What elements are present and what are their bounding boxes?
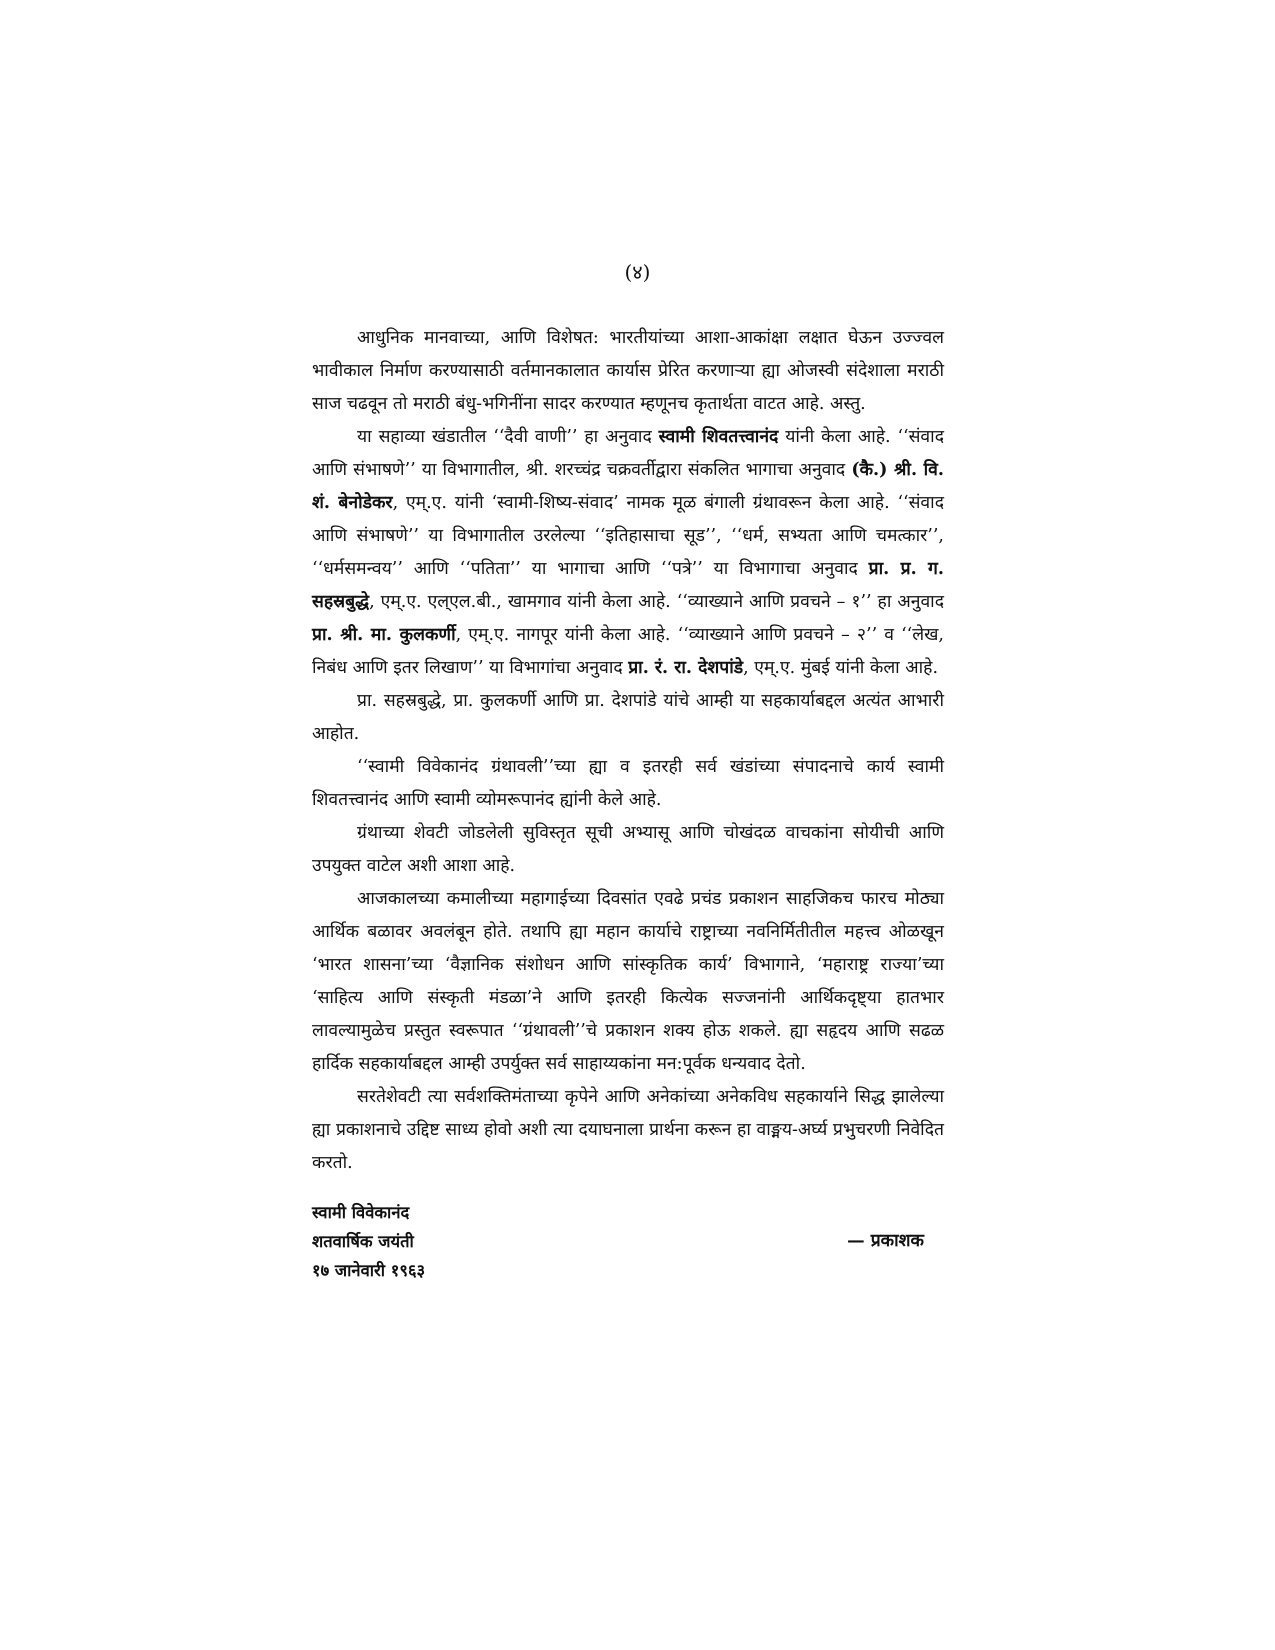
signature-line-1: स्वामी विवेकानंद xyxy=(312,1203,410,1222)
text-run: , एम्.ए. एल्एल.बी., खामगाव यांनी केला आहे. ‘‘व्याख्याने आणि प्रवचने – १’’ हा अनुवाद xyxy=(369,592,944,612)
text-run: या सहाव्या खंडातील ‘‘दैवी वाणी’’ हा अनुवाद xyxy=(357,427,659,447)
translator-name: प्रा. रं. रा. देशपांडे xyxy=(628,658,744,678)
footer xyxy=(312,1198,944,1308)
paragraph-1 xyxy=(312,322,944,421)
text-run: , एम्.ए. नागपूर यांनी केला आहे. ‘‘व्याख्याने आणि प्रवचने – २’’ व ‘‘लेख, निबंध आणि इतर लिखाण’’ या विभागांचा अनुवाद xyxy=(312,625,944,678)
text-run: ग्रंथाच्या शेवटी जोडलेली सुविस्तृत सूची अभ्यासू आणि चोखंदळ वाचकांना सोयीची आणि उपयुक्त वाटेल अशी आशा आहे. xyxy=(312,823,944,876)
paragraph-3 xyxy=(312,685,944,751)
text-run: आजकालच्या कमालीच्या महागाईच्या दिवसांत एवढे प्रचंड प्रकाशन साहजिकच फारच मोठ्या आर्थिक बळावर अवलंबून होते. तथापि ह्या महान कार्याचे राष्ट्राच्या नवनिर्मितीतील महत्त्व ओळखून ‘भारत शासना’च्या ‘वैज्ञानिक संशोधन आणि सांस्कृतिक कार्य’ विभागाने, ‘महाराष्ट्र राज्या’च्या ‘साहित्य आणि संस्कृती मंडळा’ने आणि इतरही कित्येक सज्जनांनी आर्थिकदृष्ट्या हातभार लावल्यामुळेच प्रस्तुत स्वरूपात ‘‘ग्रंथावली’’चे प्रकाशन शक्य होऊ शकले. ह्या सहृदय आणि सढळ हार्दिक सहकार्याबद्दल आम्ही उपर्युक्त सर्व साहाय्यकांना मन:पूर्वक धन्यवाद देतो. xyxy=(312,889,944,1074)
text-run: प्रा. सहस्रबुद्धे, प्रा. कुलकर्णी आणि प्रा. देशपांडे यांचे आम्ही या सहकार्याबद्दल अत्यंत आभारी आहोत. xyxy=(312,691,944,744)
paragraph-4 xyxy=(312,751,944,817)
body-text xyxy=(312,322,944,1180)
translator-name: (कै.) श्री. वि. शं. बेनोडेकर xyxy=(312,460,944,513)
paragraph-5 xyxy=(312,817,944,883)
paragraph-7 xyxy=(312,1081,944,1180)
text-run: ‘‘स्वामी विवेकानंद ग्रंथावली’’च्या ह्या व इतरही सर्व खंडांच्या संपादनाचे कार्य स्वामी शिवतत्त्वानंद आणि स्वामी व्योमरूपानंद ह्यांनी केले आहे. xyxy=(312,757,944,810)
signature-date: १७ जानेवारी १९६३ xyxy=(312,1261,426,1280)
translator-name: प्रा. श्री. मा. कुलकर्णी xyxy=(312,625,456,645)
signature-block xyxy=(312,1198,425,1285)
text-run: सरतेशेवटी त्या सर्वशक्तिमंताच्या कृपेने आणि अनेकांच्या अनेकविध सहकार्याने सिद्ध झालेल्या ह्या प्रकाशनाचे उद्दिष्ट साध्य होवो अशी त्या दयाघनाला प्रार्थना करून हा वाङ्मय-अर्घ्य प्रभुचरणी निवेदित करतो. xyxy=(312,1087,944,1173)
page-number: (४) xyxy=(624,260,651,284)
paragraph-2 xyxy=(312,421,944,685)
publisher-sign: — प्रकाशक xyxy=(847,1231,924,1251)
text-run: , एम्.ए. यांनी ‘स्वामी-शिष्य-संवाद’ नामक मूळ बंगाली ग्रंथावरून केला आहे. ‘‘संवाद आणि संभाषणे’’ या विभागातील उरलेल्या ‘‘इतिहासाचा सूड’’, ‘‘धर्म, सभ्यता आणि चमत्कार’’, ‘‘धर्मसमन्वय’’ आणि ‘‘पतिता’’ या भागाचा आणि ‘‘पत्रे’’ या विभागाचा अनुवाद xyxy=(312,493,944,579)
text-run: , एम्.ए. मुंबई यांनी केला आहे. xyxy=(743,658,939,678)
text-run: यांनी केला आहे. ‘‘संवाद आणि संभाषणे’’ या विभागातील, श्री. शरच्चंद्र चक्रवर्तीद्वारा संकलित भागाचा अनुवाद xyxy=(312,427,944,480)
translator-name: प्रा. प्र. ग. सहस्रबुद्धे xyxy=(312,559,944,612)
paragraph-6 xyxy=(312,883,944,1081)
translator-name: स्वामी शिवतत्त्वानंद xyxy=(658,427,779,447)
signature-line-2: शतवार्षिक जयंती xyxy=(312,1232,414,1251)
text-run: आधुनिक मानवाच्या, आणि विशेषत: भारतीयांच्या आशा-आकांक्षा लक्षात घेऊन उज्ज्वल भावीकाल निर्माण करण्यासाठी वर्तमानकालात कार्यास प्रेरित करणाऱ्या ह्या ओजस्वी संदेशाला मराठी साज चढवून तो मराठी बंधु-भगिनींना सादर करण्यात म्हणूनच कृतार्थता वाटत आहे. अस्तु. xyxy=(312,328,944,414)
